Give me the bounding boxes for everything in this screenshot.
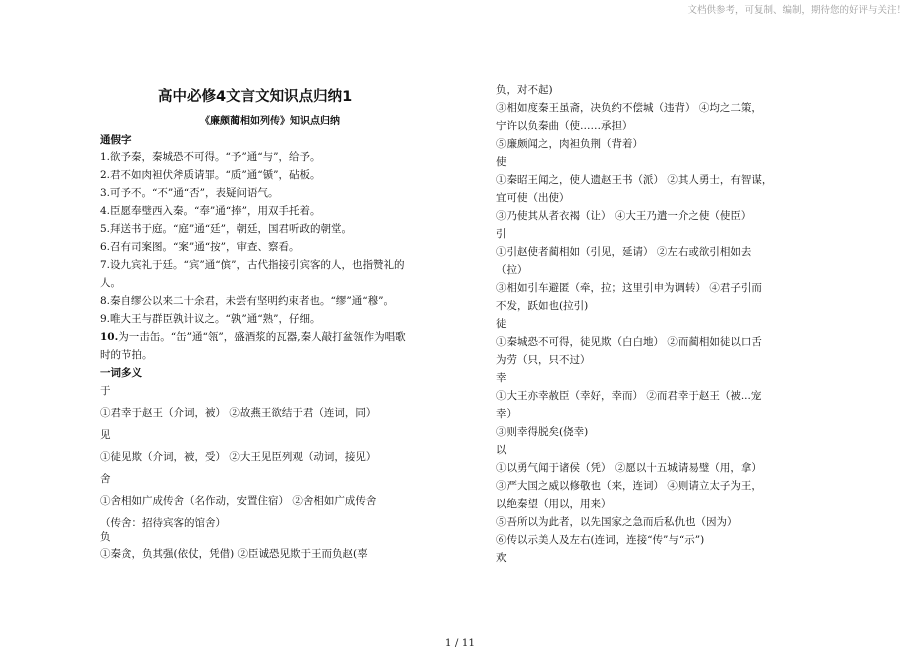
word-line: ①秦贪，负其强(依仗，凭借) ②臣诚恐见欺于王而负赵(辜 [100, 548, 368, 560]
right-line: 宁许以负秦曲（使……承担） [496, 120, 633, 132]
section-subtitle: 《廉颇蔺相如列传》知识点归纳 [200, 116, 340, 127]
tongjia-line: 7.设九宾礼于廷。“宾”通“傧”，古代指接引宾客的人，也指赞礼的 [100, 259, 405, 271]
tongjia-line: 3.可予不。“不”通“否”，表疑问语气。 [100, 187, 279, 199]
word-line: ①舍相如广成传舍（名作动，安置住宿） ②舍相如广成传舍 [100, 495, 377, 507]
word-heading: 幸 [496, 372, 507, 384]
header-note: 文档供参考，可复制、编制，期待您的好评与关注！ [687, 5, 906, 16]
right-line: ⑤廉颇闻之，肉袒负荆（背着） [496, 138, 643, 150]
right-line: 为劳（只，只不过） [496, 354, 591, 366]
word-heading: 舍 [100, 473, 111, 485]
right-line: ①大王亦幸赦臣（幸好，幸而） ②而君幸于赵王（被...宠 [496, 390, 762, 402]
right-line: ①秦昭王闻之，使人遗赵王书（派） ②其人勇士，有智谋， [496, 174, 773, 186]
page-number: 1 / 11 [444, 637, 476, 649]
tongjia-line: 人。 [100, 277, 121, 289]
tongjia-line: 8.秦自缪公以来二十余君，未尝有坚明约束者也。“缪”通“穆”。 [100, 295, 394, 307]
right-line: ③则幸得脱矣(侥幸) [496, 426, 589, 438]
word-heading: 负 [100, 531, 111, 543]
word-heading: 徒 [496, 318, 507, 330]
word-heading: 使 [496, 156, 507, 168]
tongjia-line: 4.臣愿奉璧西入秦。“奉”通“捧”，用双手托着。 [100, 205, 321, 217]
word-heading: 引 [496, 228, 507, 240]
right-line: ③严大国之威以修敬也（来，连词） ④则请立太子为王， [496, 480, 762, 492]
heading-yici: 一词多义 [100, 367, 142, 379]
tongjia-text-10: 为一击缶。“缶”通“瓴”，盛酒浆的瓦器,秦人敲打盆瓴作为唱歌 [118, 331, 406, 343]
tongjia-line: 1.欲予秦，秦城恐不可得。“予”通“与”，给予。 [100, 151, 321, 163]
word-heading: 欢 [496, 552, 507, 564]
tongjia-line: 9.唯大王与群臣孰计议之。“孰”通“熟”，仔细。 [100, 313, 321, 325]
right-line: （拉） [496, 264, 528, 276]
word-line: ①徒见欺（介词，被，受） ②大王见臣列观（动词，接见） [100, 451, 377, 463]
word-heading: 见 [100, 429, 111, 441]
heading-tongjia: 通假字 [100, 134, 132, 146]
right-line: ①秦城恐不可得，徒见欺（白白地） ②而蔺相如徒以口舌 [496, 336, 762, 348]
right-line: 宜可使（出使） [496, 192, 570, 204]
word-line: ①君幸于赵王（介词，被） ②故燕王欲结于君（连词，同） [100, 407, 377, 419]
right-line: ③相如引车避匿（牵，拉；这里引申为调转） ④君子引而 [496, 282, 762, 294]
right-line: 幸） [496, 408, 517, 420]
right-line: 不发，跃如也(拉引) [496, 300, 589, 312]
word-heading: 于 [100, 385, 111, 397]
right-line: ①引赵使者蔺相如（引见，延请） ②左右或欲引相如去 [496, 246, 752, 258]
right-line: ⑥传以示美人及左右(连词，连接“传”与“示”) [496, 534, 705, 546]
tongjia-line: 2.君不如肉袒伏斧质请罪。“质”通“锧”，砧板。 [100, 169, 321, 181]
right-line: ①以勇气闻于诸侯（凭） ②愿以十五城请易璧（用，拿） [496, 462, 762, 474]
right-line: ⑤吾所以为此者，以先国家之急而后私仇也（因为） [496, 516, 738, 528]
tongjia-line: 5.拜送书于庭。“庭”通“廷”，朝廷，国君听政的朝堂。 [100, 223, 352, 235]
tongjia-line: 6.召有司案图。“案”通“按”，审查、察看。 [100, 241, 300, 253]
tongjia-line: 时的节拍。 [100, 349, 153, 361]
word-line: （传舍：招待宾客的馆舍） [100, 517, 226, 529]
tongjia-line-10 [100, 328, 406, 346]
page-title: 高中必修4文言文知识点归纳1 [158, 89, 353, 105]
word-heading: 以 [496, 444, 507, 456]
right-line: 以绝秦望（用以，用来） [496, 498, 612, 510]
tongjia-number-10: 10. [100, 331, 119, 343]
right-line: 负，对不起) [496, 84, 553, 96]
right-line: ③相如度秦王虽斋，决负约不偿城（违背） ④均之二策， [496, 102, 762, 114]
right-line: ③乃使其从者衣褐（让） ④大王乃遣一介之使（使臣） [496, 210, 752, 222]
